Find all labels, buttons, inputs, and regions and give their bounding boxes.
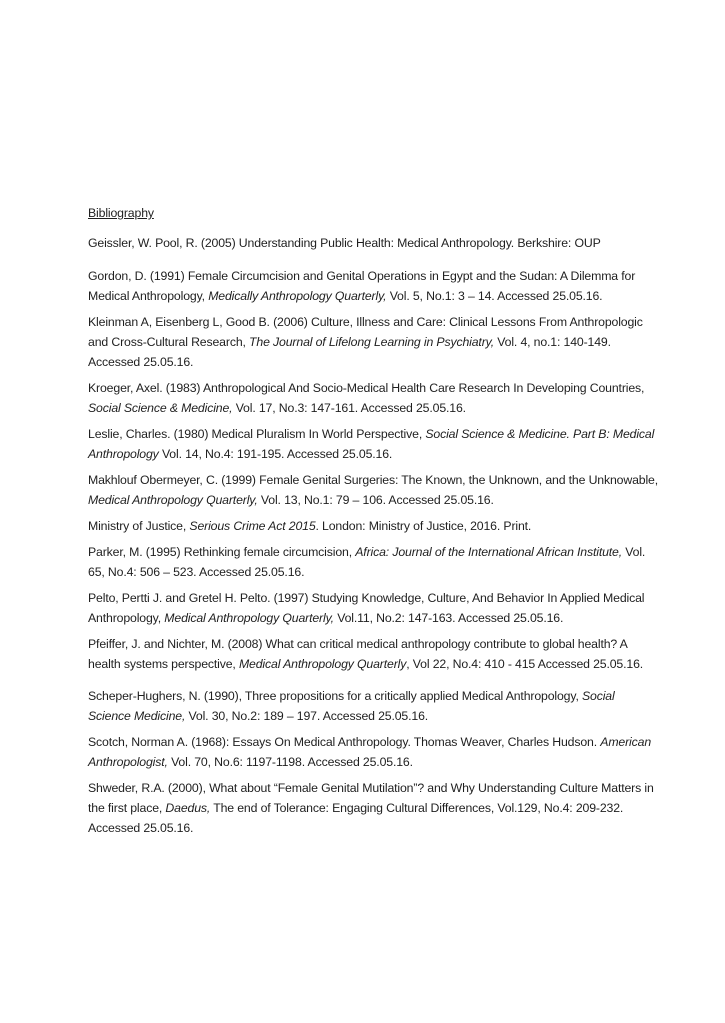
entry-source-title: Medical Anthropology Quarterly [238,657,407,671]
bibliography-page [88,203,658,844]
entry-source-title: The Journal of Lifelong Learning in Psychiatry, [249,335,494,349]
bibliography-entry [88,588,658,628]
entry-text: Scotch, Norman A. (1968): Essays On Medical Anthropology. Thomas Weaver, Charles Hudson. [88,735,601,749]
entry-text: Gordon, D. (1991) Female Circumcision and Genital Operations in Egypt and the Sudan: A Dilemma for Medical Anthropology, [88,269,636,303]
bibliography-entry [88,424,658,464]
entry-text: Geissler, W. Pool, R. (2005) Understanding Public Health: Medical Anthropology. Berkshire: OUP [88,236,601,250]
entry-details: , Vol 22, No.4: 410 - 415 Accessed 25.05.16. [406,657,644,671]
entry-text: Pelto, Pertti J. and Gretel H. Pelto. (1997) Studying Knowledge, Culture, And Behavior In Applied Medical Anthropology, [88,591,645,625]
entry-details: Vol. 5, No.1: 3 – 14. Accessed 25.05.16. [386,289,603,303]
entry-text: Leslie, Charles. (1980) Medical Pluralism In World Perspective, [88,427,426,441]
entry-text: Parker, M. (1995) Rethinking female circumcision, [88,545,356,559]
entry-details: Vol. 14, No.4: 191-195. Accessed 25.05.16. [158,447,393,461]
entry-details: Vol. 70, No.6: 1197-1198. Accessed 25.05.16. [167,755,413,769]
bibliography-entry [88,233,658,253]
bibliography-entry [88,266,658,306]
entry-details: Vol. 17, No.3: 147-161. Accessed 25.05.16. [232,401,466,415]
entry-text: Kleinman A, Eisenberg L, Good B. (2006) Culture, Illness and Care: Clinical Lessons From Anthropologic and Cross-Cultural Research, [88,315,643,349]
entry-text: Ministry of Justice, [88,519,190,533]
entry-details: The end of Tolerance: Engaging Cultural Differences, Vol.129, No.4: 209-232. Accessed 25.05.16. [88,801,624,835]
entry-source-title: Medical Anthropology Quarterly, [88,493,258,507]
bibliography-entry [88,312,658,372]
entry-source-title: Social Science & Medicine. Part B: Medical Anthropology [88,427,655,461]
bibliography-entry [88,516,658,536]
entry-source-title: Africa: Journal of the International African Institute, [355,545,623,559]
entry-details: Vol. 65, No.4: 506 – 523. Accessed 25.05.16. [88,545,646,579]
entry-source-title: Medically Anthropology Quarterly, [208,289,387,303]
entry-text: Pfeiffer, J. and Nichter, M. (2008) What can critical medical anthropology contribute to global health? A health systems perspective, [88,637,628,671]
entry-source-title: Medical Anthropology Quarterly, [164,611,334,625]
bibliography-entry [88,686,658,726]
bibliography-entry [88,778,658,838]
bibliography-entry [88,470,658,510]
bibliography-entry [88,378,658,418]
entry-details: Vol. 13, No.1: 79 – 106. Accessed 25.05.16. [257,493,494,507]
bibliography-entry [88,634,658,674]
entry-text: Shweder, R.A. (2000), What about “Female Genital Mutilation”? and Why Understanding Culture Matters in the first place, [88,781,654,815]
entry-details: Vol. 30, No.2: 189 – 197. Accessed 25.05.16. [185,709,429,723]
entry-source-title: American Anthropologist, [88,735,652,769]
entry-details: Vol. 4, no.1: 140-149. Accessed 25.05.16. [88,335,611,369]
entry-details: . London: Ministry of Justice, 2016. Print. [315,519,532,533]
entry-source-title: Daedus, [165,801,211,815]
bibliography-heading: Bibliography [88,206,154,220]
bibliography-entry [88,732,658,772]
entry-text: Makhlouf Obermeyer, C. (1999) Female Genital Surgeries: The Known, the Unknown, and the Unknowable, [88,473,659,487]
bibliography-entry [88,542,658,582]
entry-text: Kroeger, Axel. (1983) Anthropological And Socio-Medical Health Care Research In Developing Countries, [88,381,645,395]
entry-source-title: Serious Crime Act 2015 [189,519,316,533]
entry-text: Scheper-Hughers, N. (1990), Three propositions for a critically applied Medical Anthropology, [88,689,582,703]
entry-source-title: Social Science Medicine, [88,689,615,723]
entry-source-title: Social Science & Medicine, [88,401,233,415]
entry-details: Vol.11, No.2: 147-163. Accessed 25.05.16. [333,611,564,625]
